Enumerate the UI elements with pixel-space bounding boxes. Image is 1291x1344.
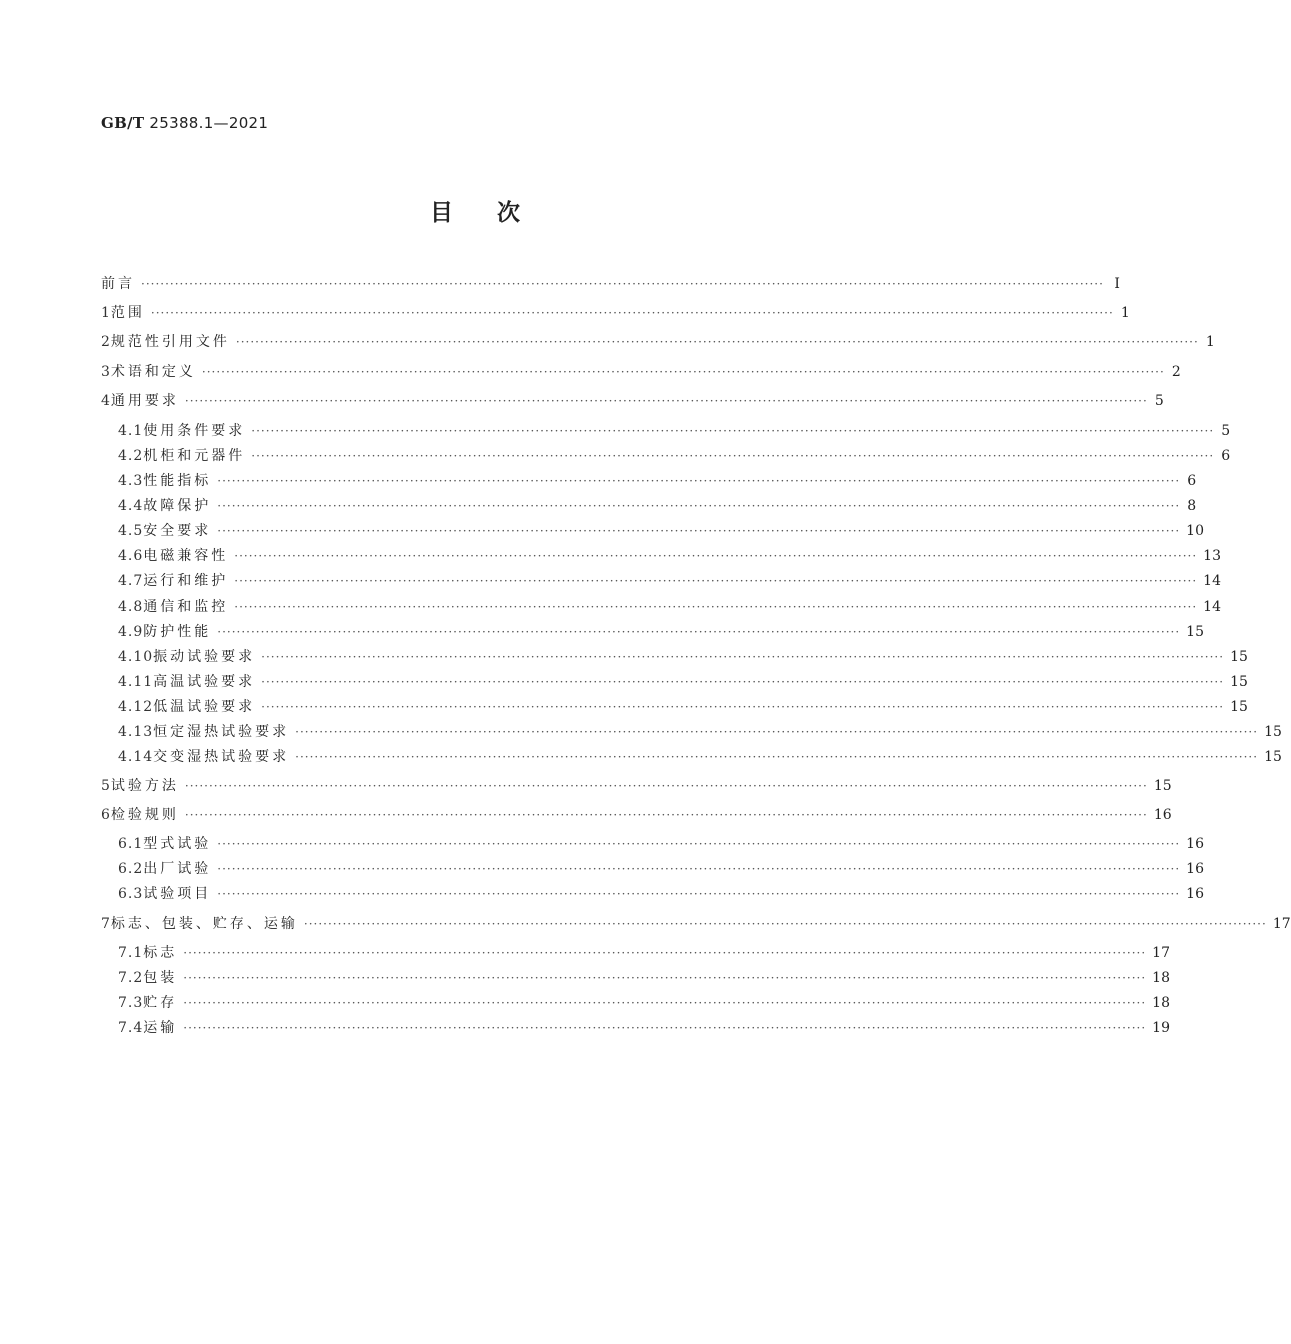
title-char-1: 目 bbox=[430, 200, 453, 226]
toc-entry[interactable] bbox=[118, 470, 1197, 492]
toc-entry-label: 术语和定义 bbox=[110, 364, 196, 380]
toc-entry-page: 16 bbox=[1153, 807, 1172, 823]
toc-entry[interactable] bbox=[118, 942, 1170, 964]
toc-entry-label: 使用条件要求 bbox=[143, 423, 246, 439]
toc-entry-page: 2 bbox=[1171, 364, 1181, 380]
dot-leader: ········································································································································································································ bbox=[217, 887, 1181, 901]
toc-entry-label: 故障保护 bbox=[143, 498, 212, 514]
dot-leader: ········································································································································································································ bbox=[183, 946, 1147, 960]
toc-entry-number: 4.2 bbox=[118, 448, 144, 464]
toc-entry-page: 1 bbox=[1120, 305, 1130, 321]
toc-entry-label: 规范性引用文件 bbox=[110, 334, 230, 350]
dot-leader: ········································································································································································································ bbox=[261, 675, 1225, 689]
toc-entry-page: 10 bbox=[1186, 523, 1204, 539]
dot-leader: ········································································································································································································ bbox=[234, 549, 1198, 563]
dot-leader: ········································································································································································································ bbox=[217, 862, 1181, 876]
dot-leader: ········································································································································································································ bbox=[217, 625, 1181, 639]
toc-entry[interactable] bbox=[118, 721, 1282, 743]
toc-entry-number: 5 bbox=[101, 778, 111, 794]
toc-entry-label: 通用要求 bbox=[110, 393, 179, 409]
toc-entry-page: 15 bbox=[1230, 674, 1248, 690]
toc-entry[interactable] bbox=[118, 596, 1221, 618]
toc-entry-page: 15 bbox=[1264, 749, 1282, 765]
toc-entry[interactable] bbox=[101, 273, 1120, 295]
toc-entry-number: 6.2 bbox=[118, 861, 144, 877]
toc-entry-page: 15 bbox=[1153, 778, 1172, 794]
dot-leader: ········································································································································································································ bbox=[141, 277, 1104, 291]
standard-code bbox=[101, 114, 268, 132]
toc-entry-page: 6 bbox=[1187, 473, 1197, 489]
toc-entry-number: 4.3 bbox=[118, 473, 144, 489]
toc-entry-label: 防护性能 bbox=[143, 624, 212, 640]
toc-entry-label: 检验规则 bbox=[110, 807, 179, 823]
toc-entry-number: 4.9 bbox=[118, 624, 144, 640]
toc-entry-number: 4.11 bbox=[118, 674, 154, 690]
toc-entry[interactable] bbox=[118, 621, 1204, 643]
dot-leader: ········································································································································································································ bbox=[217, 837, 1181, 851]
toc-entry[interactable] bbox=[118, 992, 1170, 1014]
toc-entry-page: 17 bbox=[1272, 916, 1291, 932]
dot-leader: ········································································································································································································ bbox=[251, 424, 1215, 438]
toc-entry-label: 性能指标 bbox=[143, 473, 212, 489]
toc-entry-number: 4.13 bbox=[118, 724, 154, 740]
dot-leader: ········································································································································································································ bbox=[261, 700, 1225, 714]
toc-entry-label: 试验方法 bbox=[110, 778, 179, 794]
dot-leader: ········································································································································································································ bbox=[184, 394, 1148, 408]
dot-leader: ········································································································································································································ bbox=[183, 996, 1147, 1010]
toc-entry-label: 前言 bbox=[101, 276, 135, 292]
toc-entry-page: 18 bbox=[1152, 970, 1170, 986]
toc-entry[interactable] bbox=[118, 833, 1204, 855]
dot-leader: ········································································································································································································ bbox=[183, 971, 1147, 985]
dot-leader: ········································································································································································································ bbox=[183, 1021, 1147, 1035]
toc-entry-number: 4.14 bbox=[118, 749, 154, 765]
toc-entry-number: 4.7 bbox=[118, 573, 144, 589]
toc-entry-number: 4.5 bbox=[118, 523, 144, 539]
toc-entry[interactable] bbox=[101, 390, 1164, 412]
toc-entry-label: 运输 bbox=[143, 1020, 178, 1036]
toc-entry[interactable] bbox=[118, 746, 1282, 768]
toc-entry-label: 机柜和元器件 bbox=[143, 448, 246, 464]
toc-entry-label: 运行和维护 bbox=[143, 573, 229, 589]
toc-entry-label: 贮存 bbox=[143, 995, 178, 1011]
toc-entry-number: 7.3 bbox=[118, 995, 144, 1011]
dot-leader: ········································································································································································································ bbox=[261, 650, 1225, 664]
dot-leader: ········································································································································································································ bbox=[295, 750, 1259, 764]
toc-entry[interactable] bbox=[101, 302, 1130, 324]
toc-entry[interactable] bbox=[118, 883, 1204, 905]
toc-entry-number: 4.10 bbox=[118, 649, 154, 665]
toc-entry-number: 7.1 bbox=[118, 945, 144, 961]
dot-leader: ········································································································································································································ bbox=[295, 725, 1259, 739]
toc-entry[interactable] bbox=[118, 646, 1248, 668]
toc-entry-number: 4.12 bbox=[118, 699, 154, 715]
toc-entry[interactable] bbox=[118, 1017, 1170, 1039]
dot-leader: ········································································································································································································ bbox=[234, 600, 1198, 614]
dot-leader: ········································································································································································································ bbox=[150, 306, 1114, 320]
standard-prefix: GB/T bbox=[101, 114, 145, 132]
toc-entry-page: 1 bbox=[1205, 334, 1215, 350]
toc-entry-label: 通信和监控 bbox=[143, 599, 229, 615]
toc-entry-number: 6 bbox=[101, 807, 111, 823]
toc-entry-page: 16 bbox=[1186, 836, 1204, 852]
toc-entry-page: 16 bbox=[1186, 861, 1204, 877]
toc-entry-page: 18 bbox=[1152, 995, 1170, 1011]
toc-entry[interactable] bbox=[101, 331, 1215, 353]
toc-entry-page: 5 bbox=[1154, 393, 1164, 409]
toc-entry-page: 8 bbox=[1187, 498, 1197, 514]
dot-leader: ········································································································································································································ bbox=[184, 808, 1148, 822]
toc-entry[interactable] bbox=[101, 361, 1181, 383]
toc-entry-page: 14 bbox=[1203, 599, 1221, 615]
toc-entry-number: 7.4 bbox=[118, 1020, 144, 1036]
toc-entry[interactable] bbox=[118, 445, 1231, 467]
toc-entry-page: 14 bbox=[1203, 573, 1221, 589]
dot-leader: ········································································································································································································ bbox=[251, 449, 1215, 463]
toc-entry-page: 17 bbox=[1152, 945, 1170, 961]
toc-entry[interactable] bbox=[101, 913, 1291, 935]
toc-entry-page: 15 bbox=[1230, 649, 1248, 665]
toc-entry-label: 安全要求 bbox=[143, 523, 212, 539]
dot-leader: ········································································································································································································ bbox=[184, 779, 1148, 793]
toc-entry-label: 电磁兼容性 bbox=[143, 548, 229, 564]
toc-entry[interactable] bbox=[118, 545, 1221, 567]
dot-leader: ········································································································································································································ bbox=[201, 365, 1165, 379]
toc-entry-number: 7 bbox=[101, 916, 111, 932]
toc-entry-label: 标志、包装、贮存、运输 bbox=[110, 916, 298, 932]
toc-entry-page: 15 bbox=[1264, 724, 1282, 740]
toc-entry-number: 4.6 bbox=[118, 548, 144, 564]
toc-entry-number: 6.1 bbox=[118, 836, 144, 852]
toc-entry-label: 交变湿热试验要求 bbox=[153, 749, 290, 765]
toc-entry-page: 13 bbox=[1203, 548, 1221, 564]
toc-entry[interactable] bbox=[101, 775, 1172, 797]
dot-leader: ········································································································································································································ bbox=[303, 917, 1267, 931]
toc-entry-number: 4.8 bbox=[118, 599, 144, 615]
toc-entry-number: 6.3 bbox=[118, 886, 144, 902]
toc-entry-label: 包装 bbox=[143, 970, 178, 986]
toc-entry-label: 振动试验要求 bbox=[153, 649, 256, 665]
toc-entry[interactable] bbox=[118, 420, 1231, 442]
dot-leader: ········································································································································································································ bbox=[235, 335, 1199, 349]
dot-leader: ········································································································································································································ bbox=[234, 574, 1198, 588]
toc-entry-label: 低温试验要求 bbox=[153, 699, 256, 715]
dot-leader: ········································································································································································································ bbox=[217, 524, 1181, 538]
toc-entry-label: 型式试验 bbox=[143, 836, 212, 852]
toc-entry-label: 范围 bbox=[110, 305, 145, 321]
toc-entry-label: 恒定湿热试验要求 bbox=[153, 724, 290, 740]
toc-entry-label: 出厂试验 bbox=[143, 861, 212, 877]
toc-entry-number: 1 bbox=[101, 305, 111, 321]
title-char-2: 次 bbox=[497, 200, 520, 226]
toc-entry-page: 15 bbox=[1186, 624, 1204, 640]
toc-entry[interactable] bbox=[118, 495, 1197, 517]
toc-entry-page: Ⅰ bbox=[1114, 276, 1120, 292]
toc-entry-number: 3 bbox=[101, 364, 111, 380]
toc-entry-number: 4.4 bbox=[118, 498, 144, 514]
toc-entry-label: 试验项目 bbox=[143, 886, 212, 902]
toc-entry[interactable] bbox=[118, 696, 1248, 718]
toc-entry-page: 5 bbox=[1221, 423, 1231, 439]
toc-entry[interactable] bbox=[101, 804, 1172, 826]
toc-entry-page: 15 bbox=[1230, 699, 1248, 715]
toc-entry[interactable] bbox=[118, 671, 1248, 693]
toc-entry[interactable] bbox=[118, 520, 1204, 542]
toc-entry-number: 2 bbox=[101, 334, 111, 350]
toc-entry-number: 4.1 bbox=[118, 423, 144, 439]
standard-number: 25388.1—2021 bbox=[149, 114, 269, 132]
toc-entry-label: 标志 bbox=[143, 945, 178, 961]
toc-entry-page: 19 bbox=[1152, 1020, 1170, 1036]
toc-entry-label: 高温试验要求 bbox=[153, 674, 256, 690]
page-title bbox=[0, 194, 950, 227]
toc-entry-page: 16 bbox=[1186, 886, 1204, 902]
dot-leader: ········································································································································································································ bbox=[217, 499, 1181, 513]
toc-entry[interactable] bbox=[118, 570, 1221, 592]
toc-entry[interactable] bbox=[118, 858, 1204, 880]
toc-entry-number: 4 bbox=[101, 393, 111, 409]
toc-entry[interactable] bbox=[118, 967, 1170, 989]
toc-entry-page: 6 bbox=[1221, 448, 1231, 464]
dot-leader: ········································································································································································································ bbox=[217, 474, 1181, 488]
toc-entry-number: 7.2 bbox=[118, 970, 144, 986]
